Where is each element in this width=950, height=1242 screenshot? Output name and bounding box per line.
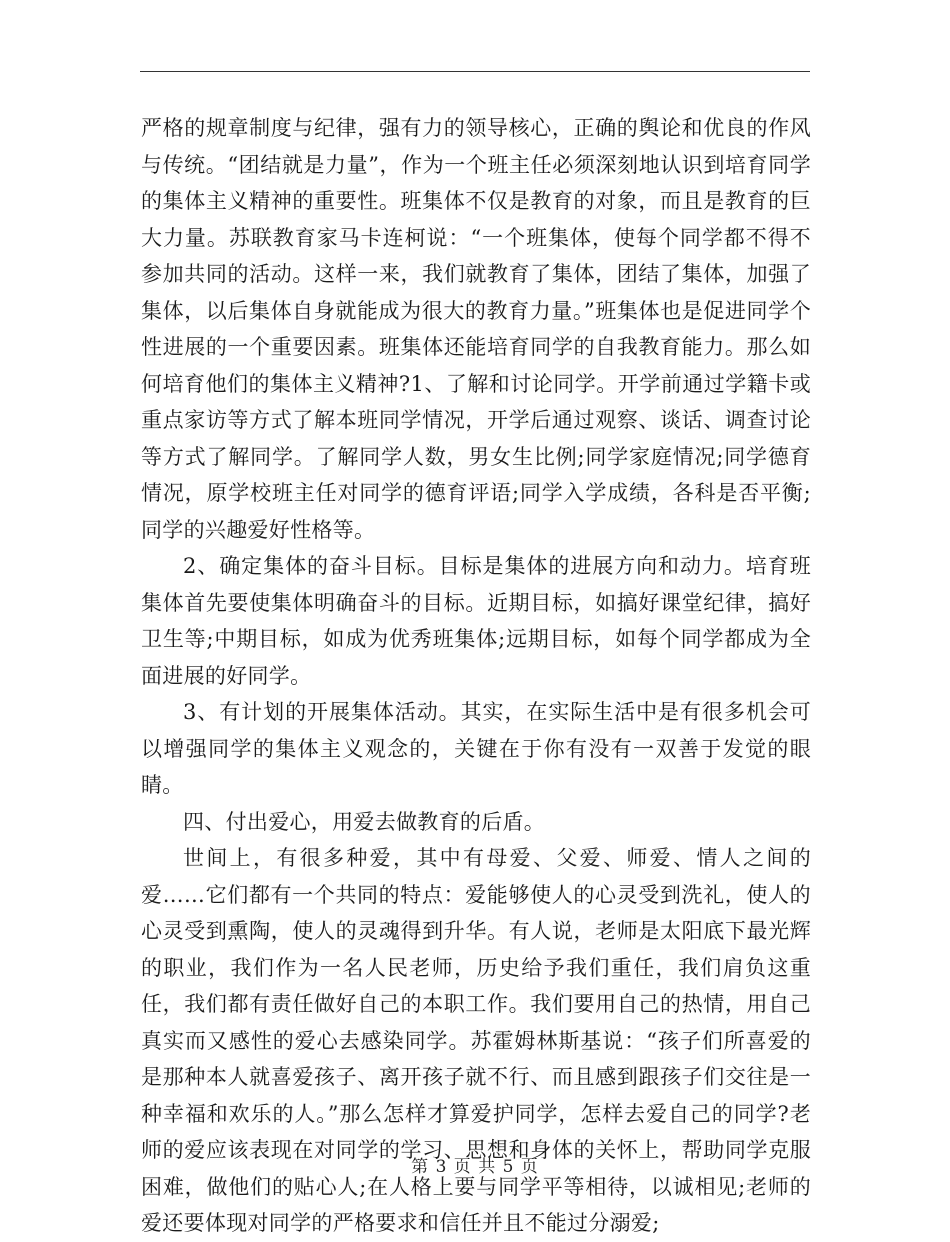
header-rule [140,71,810,72]
document-body [141,110,811,1242]
paragraph: 2、确定集体的奋斗目标。目标是集体的进展方向和动力。培育班集体首先要使集体明确奋斗的目标。近期目标，如搞好课堂纪律，搞好卫生等;中期目标，如成为优秀班集体;远期目标，如每个同学都成为全面进展的好同学。 [141,554,811,688]
paragraph: 3、有计划的开展集体活动。其实，在实际生活中是有很多机会可以增强同学的集体主义观念的，关键在于你有没有一双善于发觉的眼睛。 [141,700,811,797]
paragraph: 严格的规章制度与纪律，强有力的领导核心，正确的舆论和优良的作风与传统。“团结就是力量”，作为一个班主任必须深刻地认识到培育同学的集体主义精神的重要性。班集体不仅是教育的对象，而且是教育的巨大力量。苏联教育家马卡连柯说：“一个班集体，使每个同学都不得不参加共同的活动。这样一来，我们就教育了集体，团结了集体，加强了集体，以后集体自身就能成为很大的教育力量。”班集体也是促进同学个性进展的一个重要因素。班集体还能培育同学的自我教育能力。那么如何培育他们的集体主义精神?1、了解和讨论同学。开学前通过学籍卡或重点家访等方式了解本班同学情况，开学后通过观察、谈话、调查讨论等方式了解同学。了解同学人数，男女生比例;同学家庭情况;同学德育情况，原学校班主任对同学的德育评语;同学入学成绩，各科是否平衡;同学的兴趣爱好性格等。 [141,116,811,542]
paragraph: 世间上，有很多种爱，其中有母爱、父爱、师爱、情人之间的爱……它们都有一个共同的特点：爱能够使人的心灵受到洗礼，使人的心灵受到熏陶，使人的灵魂得到升华。有人说，老师是太阳底下最光辉的职业，我们作为一名人民老师，历史给予我们重任，我们肩负这重任，我们都有责任做好自己的本职工作。我们要用自己的热情，用自己真实而又感性的爱心去感染同学。苏霍姆林斯基说：“孩子们所喜爱的是那种本人就喜爱孩子、离开孩子就不行、而且感到跟孩子们交往是一种幸福和欢乐的人。”那么怎样才算爱护同学，怎样去爱自己的同学?老师的爱应该表现在对同学的学习、思想和身体的关怀上，帮助同学克服困难，做他们的贴心人;在人格上要与同学平等相待，以诚相见;老师的爱还要体现对同学的严格要求和信任并且不能过分溺爱; [141,846,811,1235]
page-number: 第 3 页 共 5 页 [411,1157,539,1177]
section-heading: 四、付出爱心，用爱去做教育的后盾。 [183,809,546,834]
